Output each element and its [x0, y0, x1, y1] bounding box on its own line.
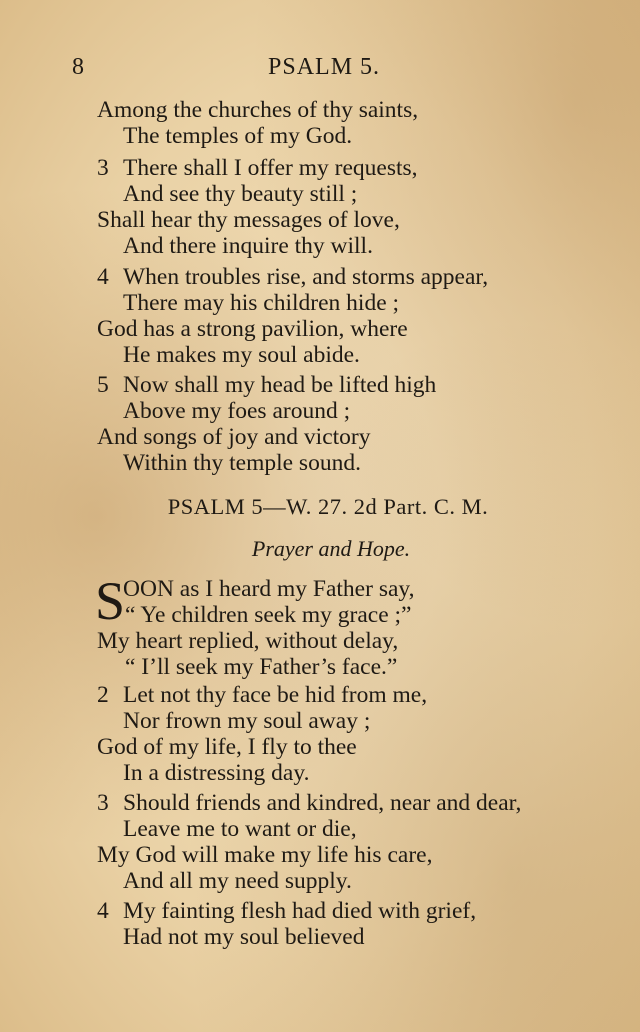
verse-line: He makes my soul abide.: [123, 342, 360, 368]
verse-line: My fainting flesh had died with grief,: [123, 898, 477, 924]
verse-line: Shall hear thy messages of love,: [97, 207, 400, 233]
verse-line: And there inquire thy will.: [123, 233, 373, 259]
stanza-4b: [97, 898, 617, 950]
stanza-2: [97, 682, 617, 786]
psalm-heading: PSALM 5—W. 27. 2d Part. C. M.: [167, 494, 489, 519]
verse-line: And see thy beauty still ;: [123, 181, 358, 207]
verse-line: God of my life, I fly to thee: [97, 734, 357, 760]
verse-line: Within thy temple sound.: [123, 450, 361, 476]
verse-line: In a distressing day.: [123, 760, 310, 786]
stanza-number: 4: [97, 898, 109, 924]
psalm-subtitle: Prayer and Hope.: [251, 536, 411, 561]
stanza-number: 3: [97, 155, 109, 181]
verse-line: Leave me to want or die,: [123, 816, 357, 842]
stanza-number: 5: [97, 372, 109, 398]
running-title: PSALM 5.: [268, 54, 381, 80]
verse-line: Among the churches of thy saints,: [97, 97, 419, 123]
verse-line: Nor frown my soul away ;: [123, 708, 371, 734]
stanza-number: 3: [97, 790, 109, 816]
verse-line: There may his children hide ;: [123, 290, 400, 316]
verse-line: My God will make my life his care,: [97, 842, 433, 868]
stanza-3b: [97, 790, 617, 894]
verse-line: The temples of my God.: [123, 123, 353, 149]
page-header: [0, 54, 640, 86]
verse-line: When troubles rise, and storms appear,: [123, 264, 489, 290]
stanza-3: [97, 155, 617, 259]
stanza-1: [95, 571, 617, 680]
stanza-5: [97, 372, 617, 476]
verse-line: OON as I heard my Father say,: [123, 576, 415, 602]
verse-line: My heart replied, without delay,: [97, 628, 399, 654]
verse-line: “ Ye children seek my grace ;”: [125, 602, 412, 628]
stanza-number: 4: [97, 264, 109, 290]
stanza-number: 2: [97, 682, 109, 708]
verse-line: There shall I offer my requests,: [123, 155, 418, 181]
verse-line: Above my foes around ;: [123, 398, 351, 424]
verse-line: Had not my soul believed: [123, 924, 365, 950]
verse-line: “ I’ll seek my Father’s face.”: [125, 654, 398, 680]
page-number: 8: [72, 54, 84, 80]
verse-line: Let not thy face be hid from me,: [123, 682, 428, 708]
verse-line: And all my need supply.: [123, 868, 352, 894]
verse-line: Should friends and kindred, near and dear,: [123, 790, 522, 816]
drop-cap: S: [95, 571, 126, 631]
stanza-4: [97, 264, 617, 368]
verse-line: Now shall my head be lifted high: [123, 372, 437, 398]
verse-line: God has a strong pavilion, where: [97, 316, 408, 342]
verse-line: And songs of joy and victory: [97, 424, 371, 450]
stanza-continuation: [97, 97, 617, 149]
